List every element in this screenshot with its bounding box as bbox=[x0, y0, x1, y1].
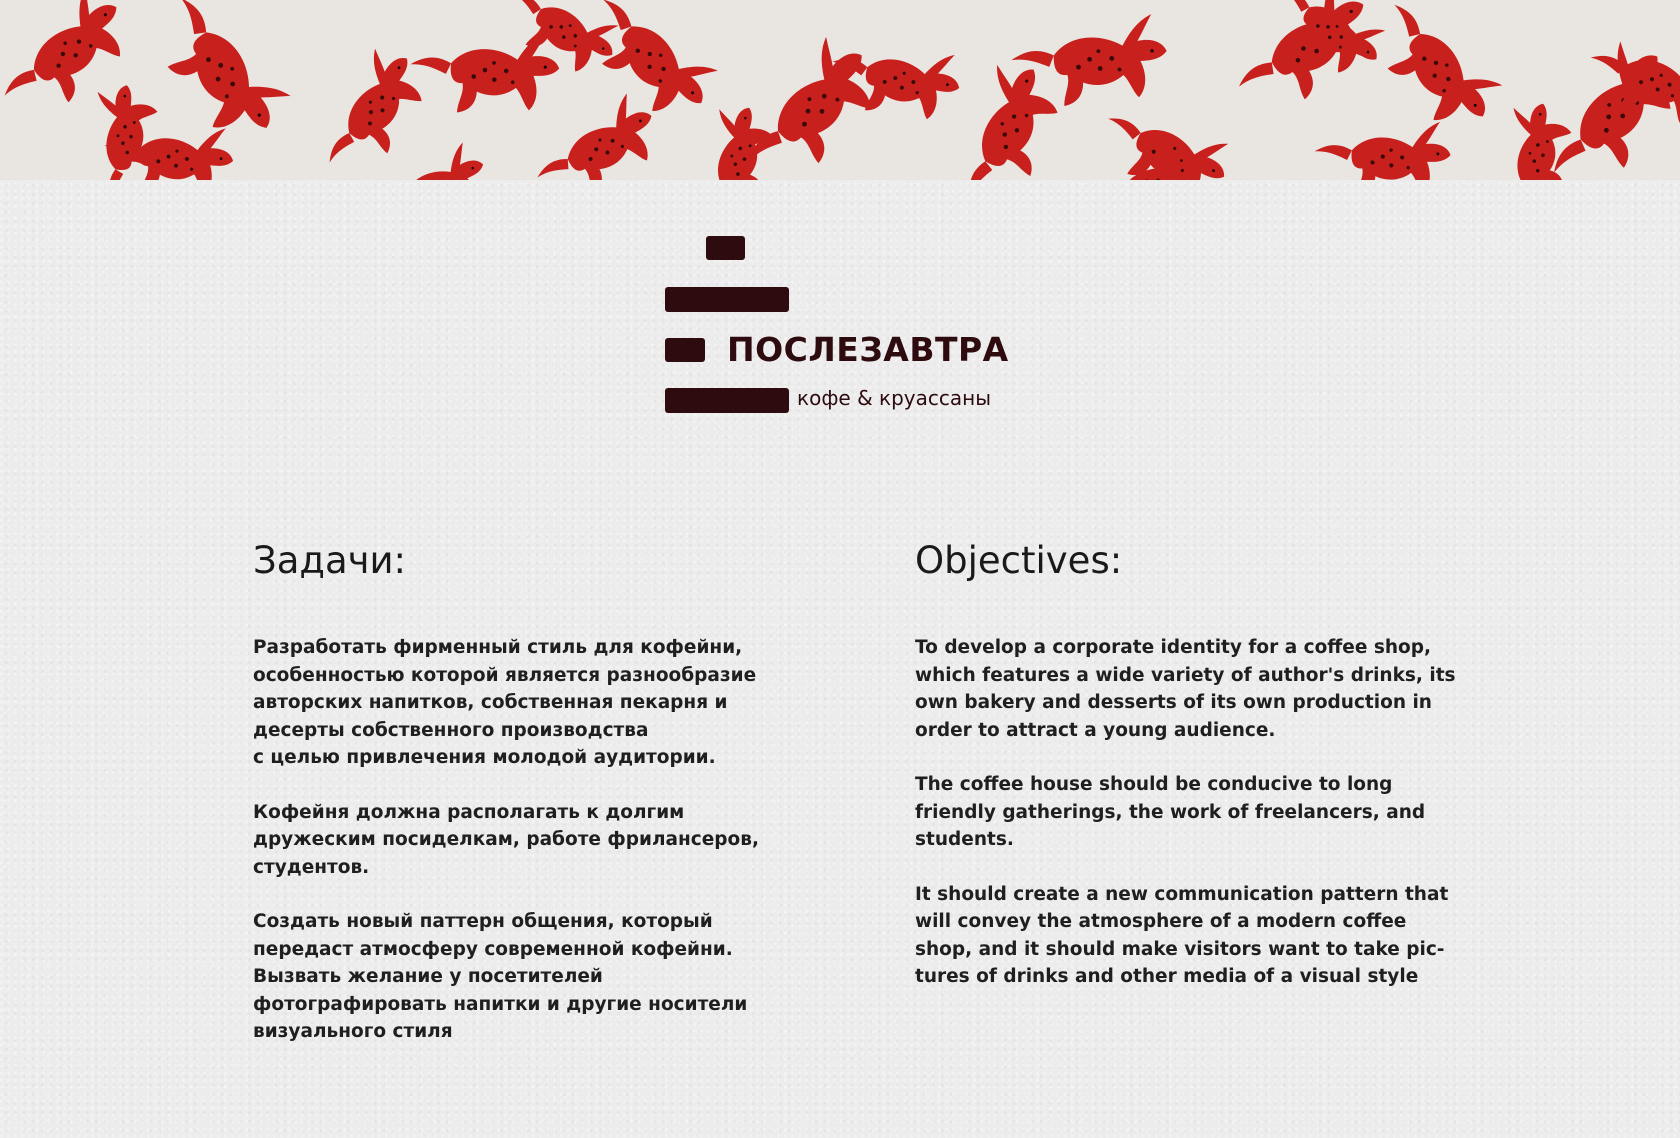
brand-tagline: кофе & круассаны bbox=[797, 386, 992, 410]
paragraph-en-3: It should create a new communication pattern that will convey the atmosphere of a modern coffee shop, and it should make visitors want to take pic- tures of drinks and other media of a visual style bbox=[915, 883, 1449, 987]
paragraph-ru-3: Создать новый паттерн общения, который передаст атмосферу современной кофейни. Вызвать желание у посетителей фотографировать напитки и другие носители визуального стиля bbox=[253, 911, 748, 1042]
paragraph-en-1: To develop a corporate identity for a coffee shop, which features a wide variety of author's drinks, its own bakery and desserts of its own production in order to attract a young audience. bbox=[915, 637, 1456, 741]
leopard-pattern-image bbox=[0, 0, 1680, 180]
objectives-column-ru bbox=[253, 538, 813, 1073]
column-heading-en: Objectives: bbox=[915, 539, 1123, 582]
pattern-banner bbox=[0, 0, 1680, 180]
column-heading-ru: Задачи: bbox=[253, 539, 407, 582]
logo-bar-wide-upper bbox=[665, 287, 789, 312]
brand-name: ПОСЛЕЗАВТРА bbox=[727, 330, 1009, 369]
logo-bar-top bbox=[706, 236, 745, 260]
paragraph-ru-2: Кофейня должна располагать к долгим дружеским посиделкам, работе фрилансеров, студентов. bbox=[253, 801, 759, 878]
logo-bar-wide-lower bbox=[665, 388, 789, 413]
paragraph-en-2: The coffee house should be conducive to long friendly gatherings, the work of freelancers, and students. bbox=[915, 774, 1426, 850]
paragraph-ru-1: Разработать фирменный стиль для кофейни, особенностью которой является разнообразие авторских напитков, собственная пекарня и десерты собственного производства с целью привлечения молодой аудитории. bbox=[253, 637, 757, 768]
objectives-column-en bbox=[915, 538, 1475, 1018]
brand-logo bbox=[660, 236, 1080, 416]
logo-bar-short bbox=[665, 338, 705, 362]
